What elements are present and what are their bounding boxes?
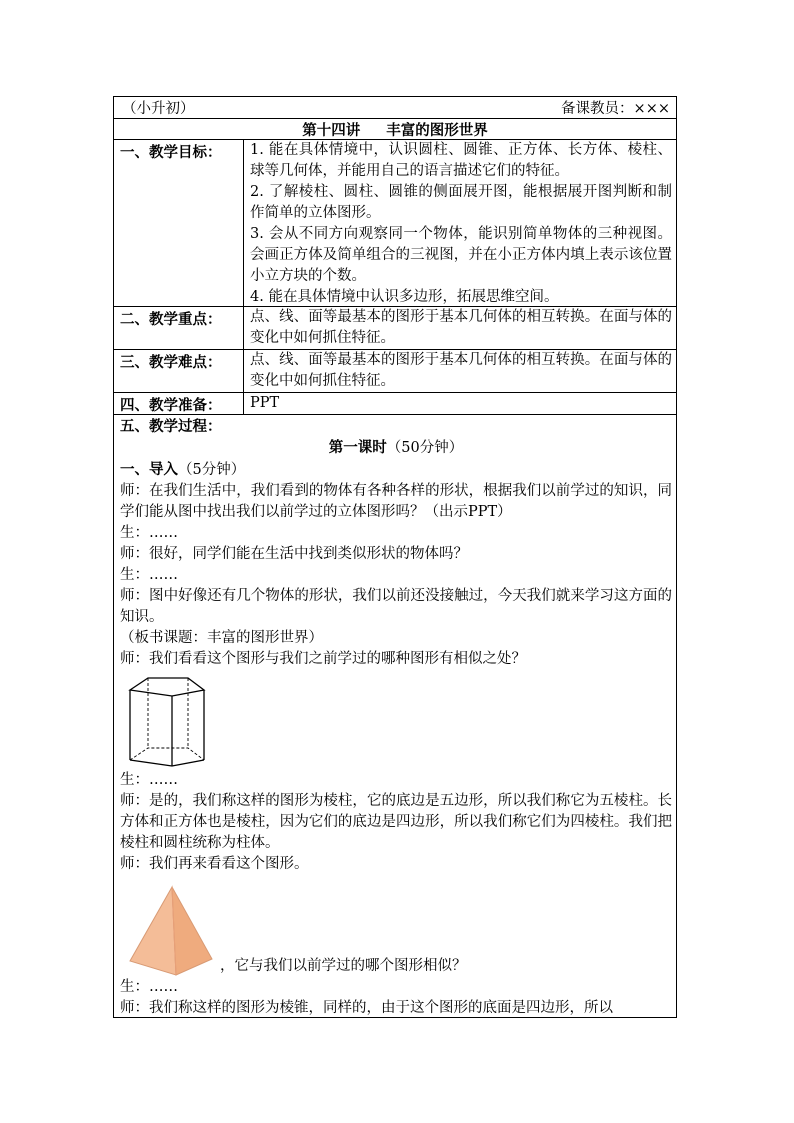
process-section (114, 415, 676, 1018)
preparation-label: 四、教学准备： (114, 393, 244, 414)
dialogue-line: 师：图中好像还有几个物体的形状，我们以前还没接触过，今天我们就来学习这方面的知识。 (120, 588, 672, 625)
dialogue-line: 生：…… (120, 567, 178, 583)
board-title-line: （板书课题：丰富的图形世界） (120, 630, 323, 646)
key-points-row (114, 307, 676, 350)
dialogue-line: 师：我们看看这个图形与我们之前学过的哪种图形有相似之处？ (120, 651, 526, 667)
difficulties-label: 三、教学难点： (114, 350, 244, 392)
period-heading: 第一课时（50分钟） (328, 439, 464, 456)
pyramid-question-text: ，它与我们以前学过的哪个图形相似？ (220, 958, 467, 974)
dialogue-line: 师：是的，我们称这样的图形为棱柱，它的底边是五边形，所以我们称它为五棱柱。长方体和正方体也是棱柱，因为它们的底边是四边形，所以我们称它们为四棱柱。我们把棱柱和圆柱统称为柱体。 (120, 793, 672, 851)
objective-item: 4. 能在具体情境中认识多边形，拓展思维空间。 (250, 289, 559, 305)
objective-item: 2. 了解棱柱、圆柱、圆锥的侧面展开图，能根据展开图判断和制作简单的立体图形。 (250, 184, 672, 221)
objectives-row (114, 140, 676, 307)
teacher-label: 备课教员：××× (561, 101, 670, 117)
pentagonal-prism-figure (128, 676, 208, 768)
intro-heading: 一、导入（5分钟） (120, 461, 246, 478)
objectives-label: 一、教学目标： (114, 140, 244, 306)
square-pyramid-figure (128, 885, 214, 977)
key-points-content: 点、线、面等最基本的图形于基本几何体的相互转换。在面与体的变化中如何抓住特征。 (250, 309, 672, 346)
preparation-row (114, 393, 676, 415)
pyramid-question (120, 885, 672, 977)
dialogue-line: 生：…… (120, 525, 178, 541)
objectives-content (244, 140, 676, 306)
grade-label: （小升初） (122, 101, 195, 117)
dialogue-line: 生：…… (120, 772, 178, 788)
lesson-plan-table (113, 96, 677, 1018)
dialogue-line: 师：我们称这样的图形为棱锥，同样的，由于这个图形的底面是四边形，所以 (120, 1000, 613, 1016)
objective-item: 1. 能在具体情境中，认识圆柱、圆锥、正方体、长方体、棱柱、球等几何体，并能用自己的语言描述它们的特征。 (250, 142, 672, 179)
dialogue-line: 师：我们再来看看这个图形。 (120, 856, 309, 872)
preparation-content: PPT (250, 395, 280, 411)
dialogue-line: 师：很好，同学们能在生活中找到类似形状的物体吗？ (120, 546, 468, 562)
lecture-topic: 丰富的图形世界 (386, 121, 488, 139)
dialogue-line: 生：…… (120, 979, 178, 995)
lecture-number: 第十四讲 (302, 121, 361, 139)
header-row (114, 97, 676, 119)
title-row (114, 119, 676, 140)
process-label: 五、教学过程： (120, 418, 222, 435)
key-points-label: 二、教学重点： (114, 307, 244, 349)
difficulties-row (114, 350, 676, 393)
difficulties-content: 点、线、面等最基本的图形于基本几何体的相互转换。在面与体的变化中如何抓住特征。 (250, 352, 672, 389)
objective-item: 3. 会从不同方向观察同一个物体，能识别简单物体的三种视图。会画正方体及简单组合的三视图，并在小正方体内填上表示该位置小立方块的个数。 (250, 226, 672, 284)
dialogue-line: 师：在我们生活中，我们看到的物体有各种各样的形状，根据我们以前学过的知识，同学们能从图中找出我们以前学过的立体图形吗？（出示PPT） (120, 483, 672, 520)
